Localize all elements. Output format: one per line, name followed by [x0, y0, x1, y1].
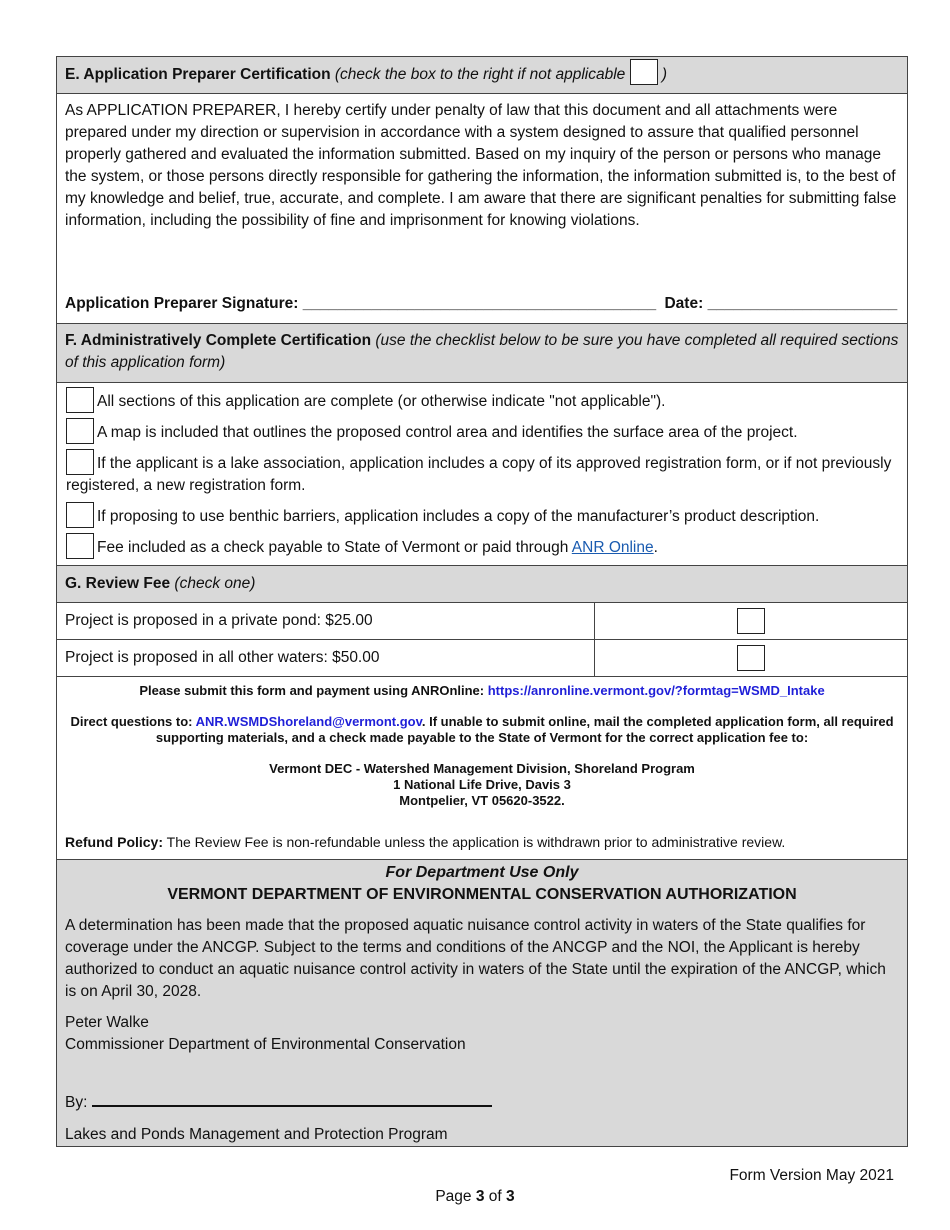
- fee-item-end: .: [653, 539, 658, 556]
- contact-email-link[interactable]: ANR.WSMDShoreland@vermont.gov: [195, 714, 422, 729]
- checklist-item-text: All sections of this application are complete (or otherwise indicate "not applicable").: [97, 393, 666, 410]
- authorized-signature-field[interactable]: [92, 1105, 492, 1107]
- section-g-header: [57, 566, 907, 603]
- application-form-page: [56, 56, 908, 1147]
- direct-questions-text: Direct questions to:: [70, 714, 193, 729]
- department-use-title: For Department Use Only: [385, 864, 579, 881]
- checklist-item: [66, 391, 899, 413]
- checklist-checkbox[interactable]: [66, 387, 94, 413]
- refund-policy-label: Refund Policy:: [65, 834, 164, 850]
- address-line-1: Vermont DEC - Watershed Management Division, Shoreland Program: [269, 761, 695, 776]
- submit-online-line: [65, 683, 899, 699]
- authorization-signature-line: [65, 1092, 492, 1114]
- refund-policy: [65, 831, 899, 853]
- not-applicable-checkbox[interactable]: [630, 59, 658, 85]
- page-of: of: [488, 1188, 502, 1205]
- section-g-note: (check one): [174, 575, 256, 592]
- commissioner-name: Peter Walke: [65, 1014, 149, 1031]
- signature-label: Application Preparer Signature:: [65, 295, 299, 312]
- checklist-checkbox[interactable]: [66, 449, 94, 475]
- date-label: Date:: [664, 295, 704, 312]
- commissioner-title: Commissioner Department of Environmental Conservation: [65, 1036, 466, 1053]
- page-total: 3: [506, 1188, 515, 1205]
- checklist-item-text: A map is included that outlines the proposed control area and identifies the surface area of the project.: [97, 424, 798, 441]
- section-f-note: (use the checklist below to be sure you have completed all required sections of this application form): [65, 332, 899, 371]
- mailing-address: [65, 761, 899, 809]
- checklist-checkbox[interactable]: [66, 502, 94, 528]
- direct-questions-line: [65, 714, 899, 746]
- signature-field[interactable]: _________________________________________: [302, 295, 657, 312]
- section-e-note: (check the box to the right if not applicable: [334, 66, 626, 83]
- checklist-item: [66, 453, 899, 497]
- section-e-body: [57, 94, 907, 324]
- department-use-section: [57, 860, 907, 1146]
- checklist-item: [66, 422, 899, 444]
- checklist-item: [66, 506, 899, 528]
- program-name: Lakes and Ponds Management and Protection Program: [65, 1126, 448, 1143]
- page-number: [0, 1186, 950, 1208]
- section-f-header: [57, 324, 907, 383]
- private-pond-fee-checkbox[interactable]: [737, 608, 765, 634]
- authorization-text: A determination has been made that the proposed aquatic nuisance control activity in waters of the State qualifies for coverage under the ANCGP. Subject to the terms and conditions of the ANCGP and the NOI, the Applicant is hereby authorized to conduct an aquatic nuisance control activity in waters of the State until the expiration of the ANCGP, which is on April 30, 2028.: [65, 917, 886, 1000]
- fee-option-row: [57, 603, 907, 640]
- mail-instructions-text: . If unable to submit online, mail the completed application form, all required supporting materials, and a check made payable to the State of Vermont for the correct application fee to:: [155, 714, 894, 745]
- other-waters-fee-checkbox[interactable]: [737, 645, 765, 671]
- fee-option-label: Project is proposed in all other waters: $50.00: [57, 640, 595, 676]
- checklist-item-text: If proposing to use benthic barriers, application includes a copy of the manufacturer’s product description.: [97, 508, 820, 525]
- section-e-header: [57, 57, 907, 94]
- section-e-note-end: ): [661, 66, 668, 83]
- anronline-url-link[interactable]: https://anronline.vermont.gov/?formtag=WSMD_Intake: [487, 683, 825, 698]
- address-line-2: 1 National Life Drive, Davis 3: [393, 777, 571, 792]
- submit-online-text: Please submit this form and payment using ANROnline:: [139, 683, 485, 698]
- checklist-checkbox[interactable]: [66, 533, 94, 559]
- section-f-heading: F. Administratively Complete Certification: [65, 332, 372, 349]
- page-current: 3: [475, 1188, 485, 1205]
- fee-item-text: Fee included as a check payable to State of Vermont or paid through: [97, 539, 569, 556]
- page-prefix: Page: [435, 1188, 472, 1205]
- anr-online-link[interactable]: ANR Online: [571, 539, 654, 556]
- preparer-certification-text: As APPLICATION PREPARER, I hereby certify under penalty of law that this document and all attachments were prepared under my direction or supervision in accordance with a system designed to assure that qualified personnel properly gathered and evaluated the information submitted. Based on my inquiry of the person or persons who manage the system, or those persons directly responsible for gathering the information, the information submitted is, to the best of my knowledge and belief, true, accurate, and complete. I am aware that there are significant penalties for submitting false information, including the possibility of fine and imprisonment for knowing violations.: [65, 102, 897, 229]
- checklist-item-text: If the applicant is a lake association, application includes a copy of its approved registration form, or if not previously registered, a new registration form.: [66, 455, 892, 494]
- department-authorization-title: VERMONT DEPARTMENT OF ENVIRONMENTAL CONSERVATION AUTHORIZATION: [167, 886, 797, 903]
- fee-option-row: [57, 640, 907, 677]
- section-g-heading: G. Review Fee: [65, 575, 171, 592]
- section-e-heading: E. Application Preparer Certification: [65, 66, 331, 83]
- preparer-signature-line: [65, 293, 897, 315]
- fee-option-label: Project is proposed in a private pond: $25.00: [57, 603, 595, 639]
- checklist-item: [66, 537, 899, 559]
- refund-policy-text: The Review Fee is non-refundable unless the application is withdrawn prior to administrative review.: [166, 834, 786, 850]
- date-field[interactable]: ______________________: [707, 295, 898, 312]
- checklist-item-text: [97, 537, 658, 559]
- submission-instructions: [57, 677, 907, 860]
- address-line-3: Montpelier, VT 05620-3522.: [399, 793, 565, 808]
- form-version: Form Version May 2021: [729, 1167, 894, 1184]
- checklist-checkbox[interactable]: [66, 418, 94, 444]
- by-label: By:: [65, 1094, 88, 1111]
- section-f-checklist: [57, 383, 907, 566]
